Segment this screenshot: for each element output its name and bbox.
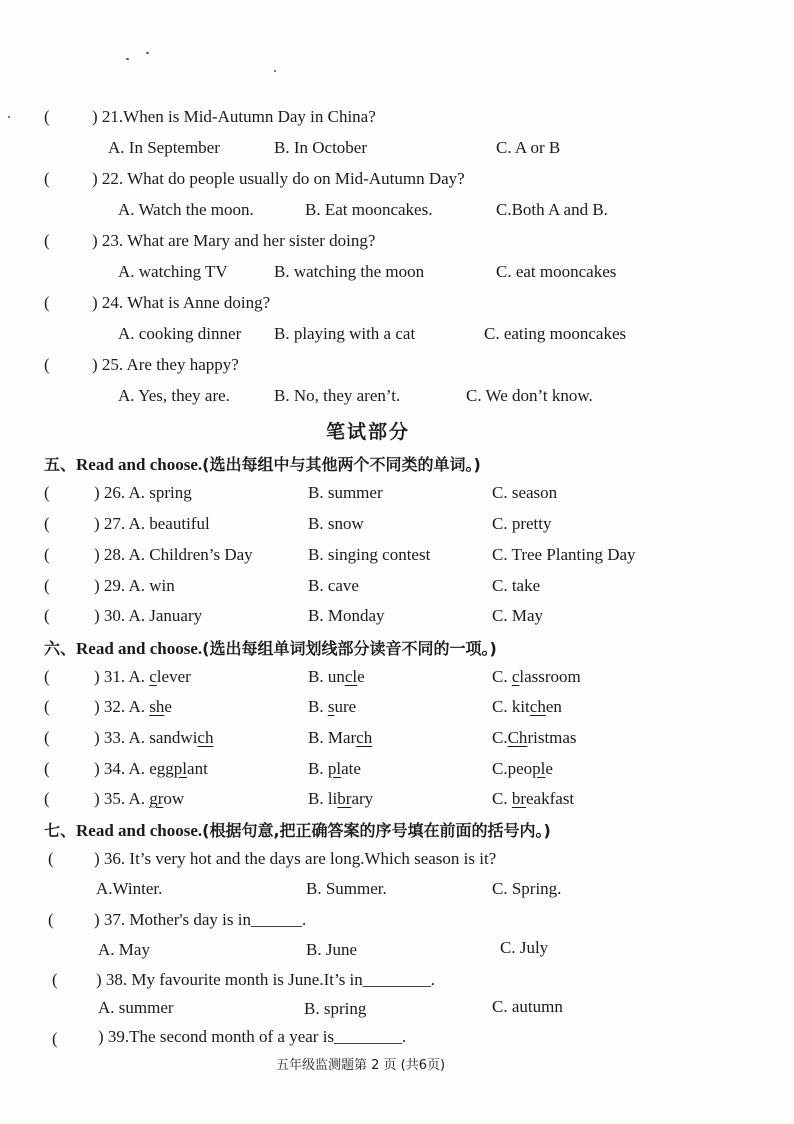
answer-paren[interactable]: ( — [44, 231, 50, 250]
answer-paren[interactable]: ( — [44, 728, 50, 747]
question-36: ) 36. It’s very hot and the days are long.Which season is it? — [94, 849, 497, 868]
word-text: e — [545, 759, 553, 778]
underlined-letters: cl — [344, 667, 358, 686]
section-5-heading — [44, 452, 481, 475]
option-c: C. autumn — [492, 997, 563, 1016]
option-c: C. A or B — [496, 138, 561, 157]
written-part-title: 笔试部分 — [326, 421, 411, 443]
underlined-letters: ch — [529, 697, 546, 716]
option-b — [308, 759, 361, 779]
option-b: B. No, they aren’t. — [274, 386, 401, 405]
answer-paren[interactable]: ( — [44, 355, 50, 374]
section-7-number: 七、 — [44, 821, 77, 840]
answer-paren[interactable]: ( — [44, 545, 50, 564]
question-25: ) 25. Are they happy? — [92, 355, 239, 374]
word-text: C. kit — [492, 697, 530, 716]
section-6-heading — [44, 636, 497, 659]
option-c: C. season — [492, 483, 558, 502]
answer-paren[interactable]: ( — [44, 667, 50, 686]
question-23: ) 23. What are Mary and her sister doing? — [92, 231, 376, 250]
word-text: B. Mar — [308, 728, 357, 747]
option-a — [94, 697, 172, 717]
word-text: C.peo — [492, 759, 533, 778]
section-7-heading — [44, 818, 551, 841]
section-5-instructions: (选出每组中与其他两个不同类的单词。) — [202, 455, 481, 474]
option-c — [492, 728, 577, 748]
option-a: A. cooking dinner — [118, 324, 242, 343]
question-21: ) 21.When is Mid-Autumn Day in China? — [92, 107, 376, 126]
option-a: ) 28. A. Children’s Day — [94, 545, 253, 564]
word-text: C. — [492, 728, 508, 747]
section-5-title: Read and choose. — [76, 455, 203, 474]
underlined-letters: pl — [532, 759, 546, 778]
answer-paren[interactable]: ( — [44, 293, 50, 312]
word-text: ant — [187, 759, 208, 778]
scan-speck — [8, 116, 10, 118]
answer-paren[interactable]: ( — [44, 606, 50, 625]
word-text: e — [357, 667, 365, 686]
option-b: B. playing with a cat — [274, 324, 416, 343]
word-text: ristmas — [527, 728, 577, 747]
page-footer: 五年级监测题第 2 页 (共6页) — [276, 1058, 446, 1073]
option-c — [492, 697, 562, 717]
option-a — [94, 789, 184, 809]
option-b — [308, 697, 356, 717]
word-text: C. — [492, 667, 512, 686]
answer-paren[interactable]: ( — [44, 514, 50, 533]
section-6-instructions: (选出每组单词划线部分读音不同的一项。) — [202, 639, 497, 658]
scan-speck — [274, 70, 276, 72]
word-text: B. — [308, 759, 328, 778]
option-b: B. singing contest — [308, 545, 431, 564]
underlined-letters: gr — [149, 789, 164, 808]
option-b: B. Monday — [308, 606, 385, 625]
word-text: C. — [492, 789, 512, 808]
underlined-letters: pl — [327, 759, 342, 778]
option-c — [492, 759, 553, 779]
answer-paren[interactable]: ( — [44, 697, 50, 716]
answer-paren[interactable]: ( — [44, 576, 50, 595]
section-7-instructions: (根据句意,把正确答案的序号填在前面的括号内。) — [202, 821, 551, 840]
word-text: B. un — [308, 667, 345, 686]
scan-speck — [126, 58, 129, 60]
question-24: ) 24. What is Anne doing? — [92, 293, 271, 312]
option-c: C. May — [492, 606, 543, 625]
option-c: C. July — [500, 938, 549, 957]
option-c: C. Tree Planting Day — [492, 545, 636, 564]
underlined-letters: c — [511, 667, 520, 686]
option-a: ) 29. A. win — [94, 576, 175, 595]
word-text: ) 34. A. egg — [94, 759, 174, 778]
answer-paren[interactable]: ( — [52, 970, 58, 989]
option-b — [308, 667, 365, 687]
word-text: ow — [163, 789, 185, 808]
question-39: ) 39.The second month of a year is________. — [98, 1027, 407, 1046]
option-a — [94, 667, 191, 687]
answer-paren[interactable]: ( — [48, 910, 54, 929]
underlined-letters: c — [149, 667, 157, 686]
option-b — [308, 728, 372, 748]
word-text: B. — [308, 697, 328, 716]
question-37: ) 37. Mother's day is in______. — [94, 910, 307, 929]
word-text: ) 32. A. — [94, 697, 150, 716]
word-text: ) 35. A. — [94, 789, 150, 808]
word-text: ary — [351, 789, 374, 808]
word-text: ) 31. A. — [94, 667, 150, 686]
option-b: B. spring — [304, 999, 367, 1018]
word-text: ure — [334, 697, 357, 716]
underlined-letters: ch — [356, 728, 373, 747]
word-text: lever — [156, 667, 191, 686]
section-7-title: Read and choose. — [76, 821, 203, 840]
option-b: B. cave — [308, 576, 359, 595]
answer-paren[interactable]: ( — [44, 107, 50, 126]
underlined-letters: ch — [197, 728, 214, 747]
option-a: A. watching TV — [118, 262, 228, 281]
word-text: e — [164, 697, 172, 716]
word-text: ate — [341, 759, 361, 778]
section-6-title: Read and choose. — [76, 639, 203, 658]
option-a: ) 26. A. spring — [94, 483, 192, 502]
answer-paren[interactable]: ( — [44, 789, 50, 808]
word-text: ) 33. A. sandwi — [94, 728, 198, 747]
option-b: B. Summer. — [306, 879, 387, 898]
option-c: C. We don’t know. — [466, 386, 593, 405]
option-b: B. In October — [274, 138, 368, 157]
question-22: ) 22. What do people usually do on Mid-Autumn Day? — [92, 169, 465, 188]
scan-speck — [146, 52, 149, 54]
option-c: C. Spring. — [492, 879, 562, 898]
word-text: B. li — [308, 789, 338, 808]
answer-paren[interactable]: ( — [48, 849, 54, 868]
word-text: lassroom — [519, 667, 581, 686]
underlined-letters: br — [337, 789, 352, 808]
option-c: C. pretty — [492, 514, 552, 533]
option-b — [308, 789, 373, 809]
option-c: C. eating mooncakes — [484, 324, 627, 343]
underlined-letters: s — [327, 697, 335, 716]
answer-paren[interactable]: ( — [44, 483, 50, 502]
option-a: A.Winter. — [96, 879, 163, 898]
option-b: B. June — [306, 940, 357, 959]
option-b: B. summer — [308, 483, 383, 502]
option-a: A. Yes, they are. — [118, 386, 230, 405]
underlined-letters: pl — [173, 759, 188, 778]
option-a: A. Watch the moon. — [118, 200, 254, 219]
option-c — [492, 667, 581, 687]
option-b: B. snow — [308, 514, 364, 533]
underlined-letters: sh — [149, 697, 165, 716]
option-a: ) 30. A. January — [94, 606, 203, 625]
option-a: A. In September — [108, 138, 220, 157]
underlined-letters: Ch — [507, 728, 528, 747]
word-text: en — [545, 697, 562, 716]
answer-paren[interactable]: ( — [52, 1029, 58, 1048]
underlined-letters: br — [511, 789, 527, 808]
option-c: C. take — [492, 576, 541, 595]
option-a: ) 27. A. beautiful — [94, 514, 210, 533]
option-a: A. summer — [98, 998, 174, 1017]
option-a — [94, 728, 213, 748]
answer-paren[interactable]: ( — [44, 169, 50, 188]
option-c — [492, 789, 574, 809]
answer-paren[interactable]: ( — [44, 759, 50, 778]
option-b: B. watching the moon — [274, 262, 425, 281]
option-c: C.Both A and B. — [496, 200, 608, 219]
word-text: eakfast — [526, 789, 575, 808]
section-6-number: 六、 — [44, 639, 77, 658]
option-c: C. eat mooncakes — [496, 262, 617, 281]
section-5-number: 五、 — [44, 455, 77, 474]
option-a: A. May — [98, 940, 150, 959]
question-38: ) 38. My favourite month is June.It’s in________. — [96, 970, 436, 989]
option-a — [94, 759, 208, 779]
option-b: B. Eat mooncakes. — [305, 200, 433, 219]
